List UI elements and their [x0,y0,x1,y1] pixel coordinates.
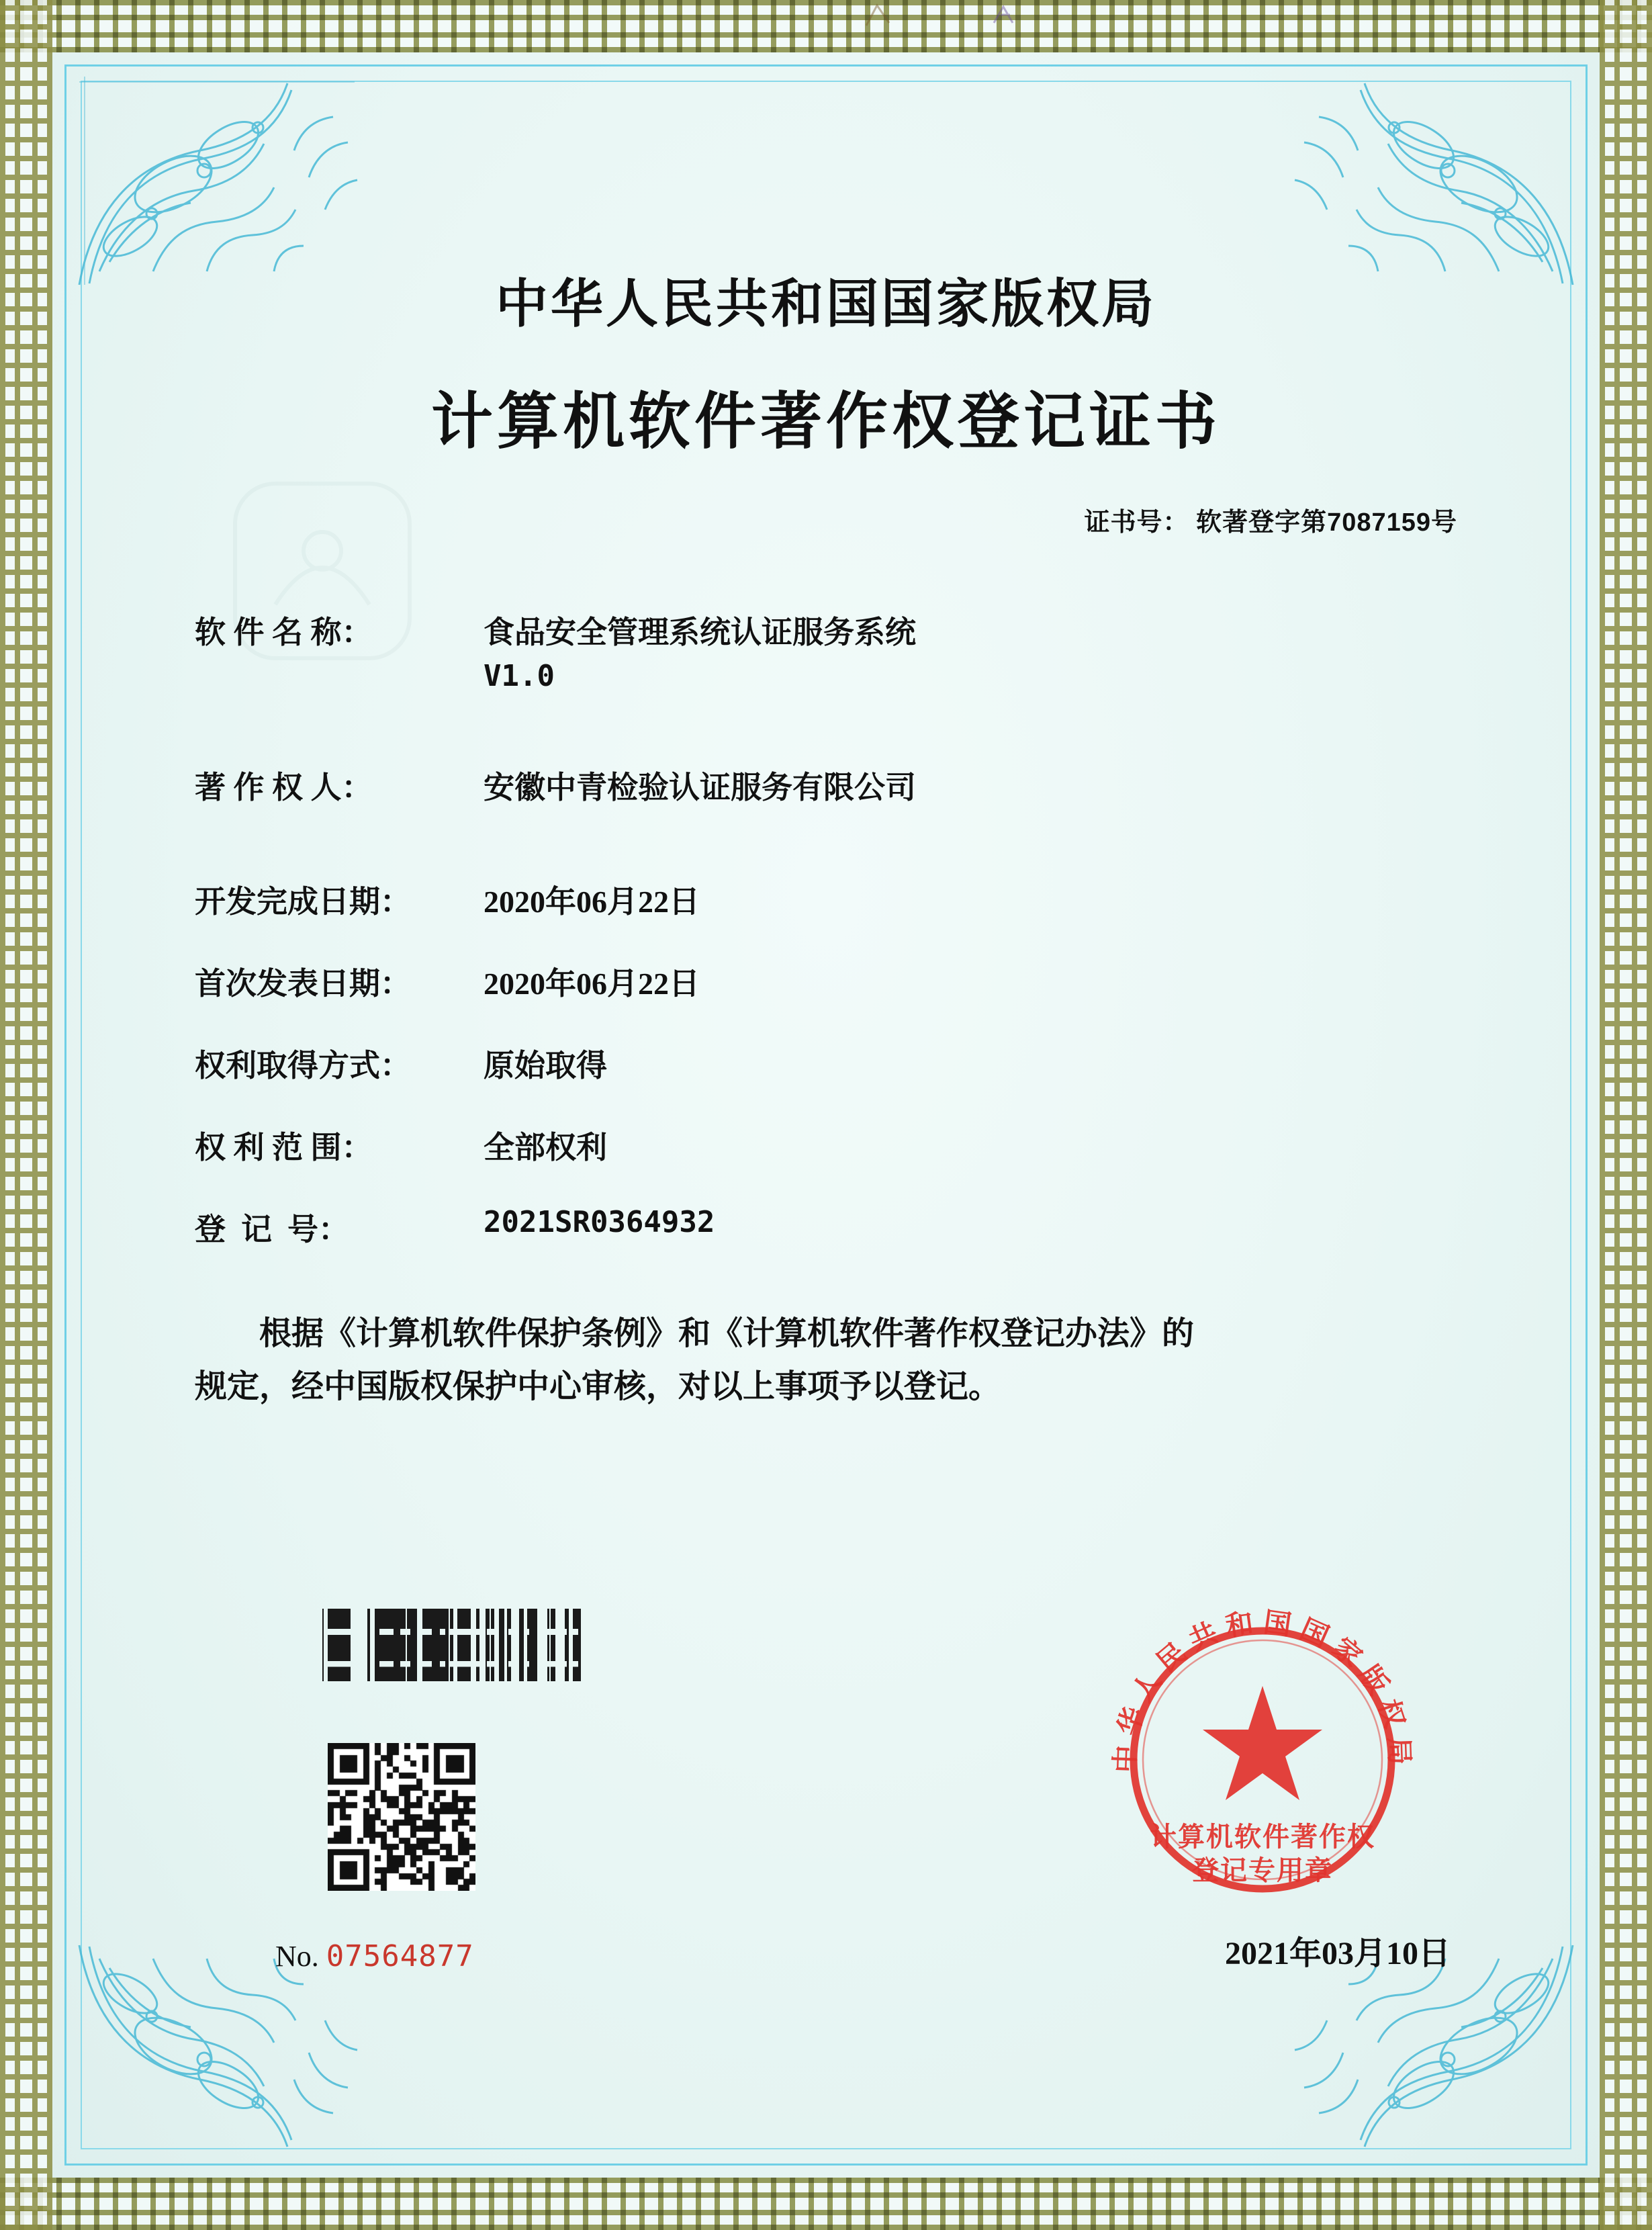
field-value: 原始取得 [484,1049,607,1083]
field-software-name [121,608,1531,693]
serial-number-row [275,1939,474,1973]
field-copyright-owner [121,763,1531,807]
field-label: 首次发表日期： [195,967,411,1001]
certificate-number-value: 软著登字第7087159号 [1196,508,1457,537]
svg-text:计算机软件著作权: 计算机软件著作权 [1150,1821,1375,1853]
field-label: 权 利 范 围： [195,1130,373,1165]
field-value: 全部权利 [484,1130,607,1165]
field-label: 软 件 名 称： [195,615,373,650]
field-first-publish-date [121,959,1531,1004]
border-meander-left [0,0,52,2230]
field-rights-scope [121,1123,1531,1167]
svg-text:中华人民共和国国家版权局: 中华人民共和国国家版权局 [1109,1605,1416,1774]
barcode [322,1609,584,1681]
issue-date: 2021年03月10日 [1224,1936,1451,1971]
field-registration-number [121,1205,1531,1249]
field-development-date [121,877,1531,922]
field-value [484,608,916,693]
field-value: 2021SR0364932 [484,1205,715,1239]
certificate-number-row [121,501,1531,538]
field-label: 权利取得方式： [195,1049,411,1083]
qr-code [328,1743,475,1891]
border-meander-right [1600,0,1652,2230]
border-meander-bottom [0,2178,1652,2230]
field-label: 开发完成日期： [195,885,411,919]
serial-prefix: No. [275,1940,319,1973]
certificate-content [121,101,1531,1413]
border-meander-top [0,0,1652,52]
svg-text:登记专用章: 登记专用章 [1192,1855,1333,1886]
field-value: 安徽中青检验认证服务有限公司 [484,770,916,805]
statement-line-2: 规定，经中国版权保护中心审核，对以上事项予以登记。 [195,1369,1001,1405]
field-acquisition-method [121,1041,1531,1085]
certificate-number-label: 证书号： [1084,508,1189,537]
field-value: 2020年06月22日 [484,885,700,919]
statement-paragraph [121,1307,1531,1413]
serial-number: 07564877 [326,1939,474,1973]
statement-line-1: 根据《计算机软件保护条例》和《计算机软件著作权登记办法》的 [259,1316,1195,1351]
field-value: 2020年06月22日 [484,967,700,1001]
field-label: 著 作 权 人： [195,770,373,805]
page-title: 计算机软件著作权登记证书 [430,385,1221,457]
field-label: 登 记 号： [195,1212,349,1247]
field-value-text: 食品安全管理系统认证服务系统 [484,615,916,650]
issuer-title: 中华人民共和国国家版权局 [495,273,1156,334]
field-value-version: V1.0 [484,659,555,693]
